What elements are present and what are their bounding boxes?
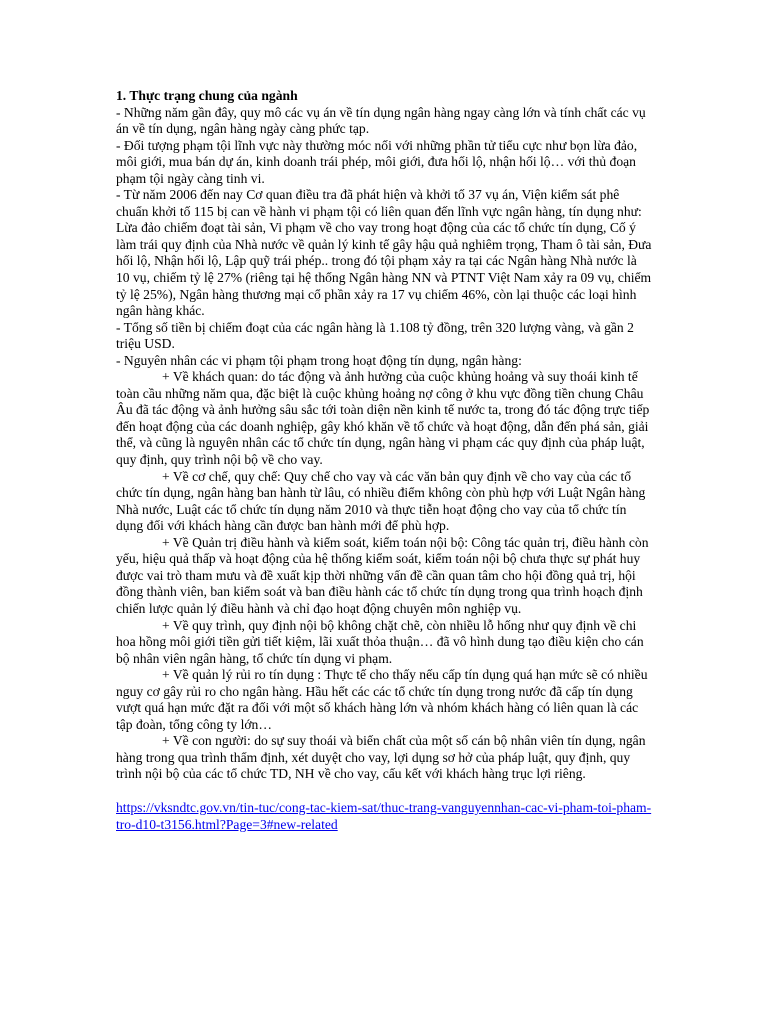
paragraph-causes-intro: - Nguyên nhân các vi phạm tội phạm trong hoạt động tín dụng, ngân hàng: [116, 352, 522, 368]
document-body [116, 88, 652, 833]
blank-line [116, 783, 652, 800]
cause-objective: + Về khách quan: do tác động và ảnh hưởng của cuộc khủng hoảng và suy thoái kinh tế toàn cầu những năm qua, đặc biệt là cuộc khủng hoảng nợ công ở khu vực đồng tiền chung Châu Âu đã tác động và ảnh hưởng sâu sắc tới toàn diện nền kinh tế nước ta, trong đó tác động trực tiếp đến hoạt động của các doanh nghiệp, gây khó khăn về tổ chức và hoạt động, dẫn đến phá sản, giải thể, và cũng là nguyên nhân các tổ chức tín dụng, ngân hàng vi phạm các quy định của pháp luật, quy định, quy trình nội bộ về cho vay. [116, 369, 650, 468]
paragraph-losses: - Tổng số tiền bị chiếm đoạt của các ngân hàng là 1.108 tỷ đồng, trên 320 lượng vàng, và gần 2 triệu USD. [116, 319, 634, 352]
source-link[interactable]: https://vksndtc.gov.vn/tin-tuc/cong-tac-kiem-sat/thuc-trang-vanguyennhan-cac-vi-pham-toi-pham-tro-d10-t3156.html?Page=3#new-related [116, 799, 652, 832]
cause-credit-risk: + Về quản lý rủi ro tín dụng : Thực tế cho thấy nếu cấp tín dụng quá hạn mức sẽ có nhiều nguy cơ gây rủi ro cho ngân hàng. Hầu hết các các tổ chức tín dụng trong nước đã cấp tín dụng vượt quá hạn mức đặt ra đối với một số khách hàng lớn và nhóm khách hàng có liên quan là các tập đoàn, tổng công ty lớn… [116, 667, 648, 732]
cause-internal-procedures: + Về quy trình, quy định nội bộ không chặt chẽ, còn nhiều lỗ hống như quy định về chi hoa hồng môi giới tiền gửi tiết kiệm, lãi xuất thỏa thuận… đã vô hình dung tạo điều kiện cho cán bộ nhân viên ngân hàng, tổ chức tín dụng vi phạm. [116, 617, 644, 666]
cause-people: + Về con người: do sự suy thoái và biến chất của một số cán bộ nhân viên tín dụng, ngân hàng trong qua trình thẩm định, xét duyệt cho vay, lợi dụng sơ hở của pháp luật, quy định, quy trình nội bộ của các tổ chức TD, NH về cho vay, cấu kết với khách hàng trục lợi riêng. [116, 733, 646, 782]
paragraph-statistics: - Từ năm 2006 đến nay Cơ quan điều tra đã phát hiện và khởi tố 37 vụ án, Viện kiểm sát phê chuẩn khởi tố 115 bị can về hành vi phạm tội có liên quan đến lĩnh vực ngân hàng, tín dụng như: Lừa đảo chiếm đoạt tài sản, Vi phạm về cho vay trong hoạt động của các tổ chức tín dụng, Cố ý làm trái quy định của Nhà nước về quản lý kinh tế gây hậu quả nghiêm trọng, Tham ô tài sản, Đưa hối lộ, Nhận hối lộ, Lập quỹ trái phép.. trong đó tội phạm xảy ra tại các Ngân hàng Nhà nước là 10 vụ, chiếm tỷ lệ 27% (riêng tại hệ thống Ngân hàng NN và PTNT Việt Nam xảy ra 09 vụ, chiếm tỷ lệ 25%), Ngân hàng thương mại cổ phần xảy ra 17 vụ chiếm 46%, còn lại thuộc các loại hình ngân hàng khác. [116, 187, 652, 319]
source-link-paragraph [116, 800, 652, 833]
paragraph-case-scale: - Những năm gần đây, quy mô các vụ án về tín dụng ngân hàng ngay càng lớn và tính chất các vụ án về tín dụng, ngân hàng ngày càng phức tạp. [116, 104, 646, 137]
cause-governance: + Về Quản trị điều hành và kiểm soát, kiểm toán nội bộ: Công tác quản trị, điều hành còn yếu, hiệu quả thấp và hoạt động của hệ thống kiểm soát, kiểm toán nội bộ chưa thực sự phát huy được vai trò tham mưu và đề xuất kịp thời những vấn đề cần quan tâm cho hội đồng quả trị, hội đồng thành viên, ban kiểm soát và ban điều hành các tổ chức tín dụng trong qua trình hoạch định chiến lược quản lý điều hành và chỉ đạo hoạt động chuyên môn nghiệp vụ. [116, 534, 649, 616]
section-heading: 1. Thực trạng chung của ngành [116, 88, 298, 103]
cause-mechanism: + Về cơ chế, quy chế: Quy chế cho vay và các văn bản quy định về cho vay của các tổ chức tín dụng, ngân hàng ban hành từ lâu, có nhiều điểm không còn phù hợp với Luật Ngân hàng Nhà nước, Luật các tổ chức tín dụng năm 2010 và thực tiễn hoạt động cho vay của tổ chức tín dụng đối với khách hàng cần được ban hành mới để phù hợp. [116, 468, 646, 534]
paragraph-offenders: - Đối tượng phạm tội lĩnh vực này thường móc nối với những phần tử tiểu cực như bọn lừa đảo, môi giới, mua bán dự án, kinh doanh trái phép, môi giới, đưa hối lộ, nhận hối lộ… với thủ đoạn phạm tội ngày càng tinh vi. [116, 137, 638, 186]
